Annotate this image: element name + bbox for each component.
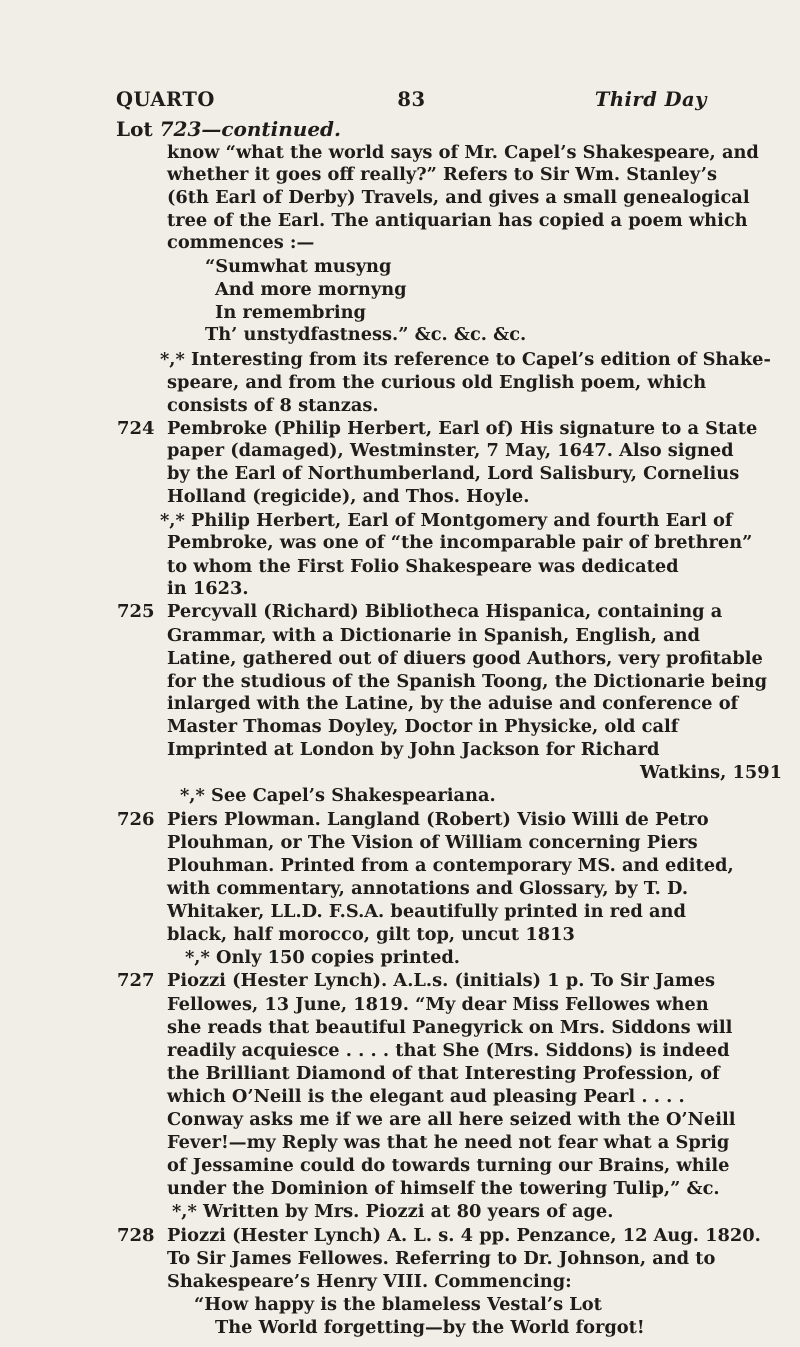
text-line: the Brilliant Diamond of that Interesting Profession, of (167, 1063, 720, 1084)
text-line: which O’Neill is the elegant aud pleasing Pearl . . . . (167, 1086, 685, 1107)
lot-number: 725 (117, 601, 155, 622)
lot-continued-heading (116, 117, 341, 141)
text-line: Percyvall (Richard) Bibliotheca Hispanica, containing a (167, 601, 723, 622)
header-day: Third Day (594, 88, 707, 111)
text-line: Fellowes, 13 June, 1819. “My dear Miss Fellowes when (167, 994, 709, 1015)
text-line: by the Earl of Northumberland, Lord Salisbury, Cornelius (167, 463, 740, 484)
text-line: Holland (regicide), and Thos. Hoyle. (167, 486, 530, 507)
text-line: Plouhman, or The Vision of William concerning Piers (167, 832, 698, 853)
text-line: with commentary, annotations and Glossary, by T. D. (167, 878, 689, 899)
text-line: “How happy is the blameless Vestal’s Lot (194, 1294, 602, 1315)
text-line: under the Dominion of himself the towering Tulip,” &c. (167, 1178, 720, 1199)
text-line: “Sumwhat musyng (205, 256, 392, 277)
text-line: Piozzi (Hester Lynch) A. L. s. 4 pp. Penzance, 12 Aug. 1820. (167, 1225, 761, 1246)
text-line: Plouhman. Printed from a contemporary MS. and edited, (167, 855, 734, 876)
text-line: *,* Only 150 copies printed. (185, 947, 461, 968)
text-line: she reads that beautiful Panegyrick on Mrs. Siddons will (167, 1017, 733, 1038)
text-line: Pembroke, was one of “the incomparable pair of brethren” (167, 532, 753, 553)
running-header (116, 88, 707, 118)
text-line: readily acquiesce . . . . that She (Mrs. Siddons) is indeed (167, 1040, 730, 1061)
text-line: inlarged with the Latine, by the aduise and conference of (167, 693, 739, 714)
text-line: consists of 8 stanzas. (167, 395, 379, 416)
text-line: Grammar, with a Dictionarie in Spanish, English, and (167, 625, 700, 646)
text-line: Shakespeare’s Henry VIII. Commencing: (167, 1271, 572, 1292)
lot-continued-text: 723—continued. (159, 117, 342, 141)
text-line: *,* Philip Herbert, Earl of Montgomery and fourth Earl of (160, 510, 733, 531)
text-line: know “what the world says of Mr. Capel’s Shakespeare, and (167, 142, 759, 163)
text-line: Whitaker, LL.D. F.S.A. beautifully printed in red and (167, 901, 686, 922)
text-line: Watkins, 1591 (640, 762, 783, 783)
text-line: (6th Earl of Derby) Travels, and gives a small genealogical (167, 187, 750, 208)
text-line: Th’ unstydfastness.” &c. &c. &c. (205, 324, 527, 345)
text-line: Pembroke (Philip Herbert, Earl of) His signature to a State (167, 418, 758, 439)
text-line: To Sir James Fellowes. Referring to Dr. Johnson, and to (167, 1248, 716, 1269)
text-line: in 1623. (167, 578, 249, 599)
text-line: Piers Plowman. Langland (Robert) Visio Willi de Petro (167, 809, 709, 830)
text-line: Imprinted at London by John Jackson for Richard (167, 739, 660, 760)
text-line: commences :— (167, 232, 315, 253)
text-line: The World forgetting—by the World forgot! (215, 1317, 645, 1338)
text-line: *,* Interesting from its reference to Capel’s edition of Shake- (160, 349, 771, 370)
header-format: QUARTO (116, 88, 215, 111)
text-line: whether it goes off really?” Refers to Sir Wm. Stanley’s (167, 164, 718, 185)
lot-number: 724 (117, 418, 155, 439)
text-line: Fever!—my Reply was that he need not fear what a Sprig (167, 1132, 730, 1153)
text-line: black, half morocco, gilt top, uncut 1813 (167, 924, 575, 945)
text-line: *,* See Capel’s Shakespeariana. (180, 785, 496, 806)
text-line: paper (damaged), Westminster, 7 May, 1647. Also signed (167, 440, 734, 461)
lot-number: 728 (117, 1225, 155, 1246)
text-line: And more mornyng (215, 279, 407, 300)
text-line: for the studious of the Spanish Toong, the Dictionarie being (167, 671, 768, 692)
text-line: Master Thomas Doyley, Doctor in Physicke, old calf (167, 716, 679, 737)
text-line: tree of the Earl. The antiquarian has copied a poem which (167, 210, 748, 231)
text-line: of Jessamine could do towards turning our Brains, while (167, 1155, 730, 1176)
lot-number: 726 (117, 809, 155, 830)
text-line: Latine, gathered out of diuers good Authors, very profitable (167, 648, 763, 669)
text-line: Conway asks me if we are all here seized with the O’Neill (167, 1109, 736, 1130)
text-line: In remembring (215, 302, 366, 323)
text-line: *,* Written by Mrs. Piozzi at 80 years of age. (172, 1201, 614, 1222)
page-number: 83 (397, 88, 426, 111)
lot-label: Lot (116, 117, 153, 141)
text-line: speare, and from the curious old English poem, which (167, 372, 707, 393)
text-line: Piozzi (Hester Lynch). A.L.s. (initials) 1 p. To Sir James (167, 970, 716, 991)
text-line: to whom the First Folio Shakespeare was dedicated (167, 556, 679, 577)
lot-number: 727 (117, 970, 155, 991)
